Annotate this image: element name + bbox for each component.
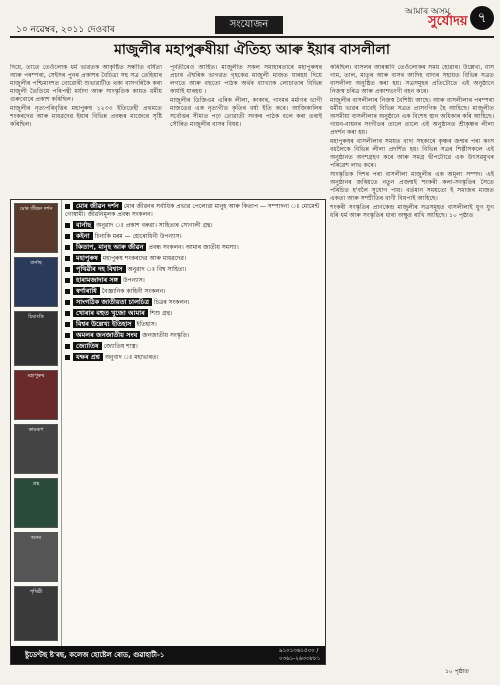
section-banner: সংযোজন [215,16,283,34]
book-cover: চিমাংকি [14,311,58,366]
book-cover: মোৰ জীৱন দৰ্শন [14,203,58,253]
square-bullet-icon [65,333,70,338]
list-item: খোৰাৰ বহুত খুজো আমাৰ শিশু গ্ৰন্থ। [65,309,321,318]
square-bullet-icon [65,267,70,272]
list-item: বিশ্বৰ উল্লেখ্য ইতিহাস ইতিহাস। [65,320,321,329]
square-bullet-icon [65,256,70,261]
paragraph: মাজুলীৰ নৃত্যপৰিবৃত্তিৰ মহাপুৰুষ ১২৩৩ ইতিতেহী প্ৰথমতে শংকৰদেৱ আৰু মাধৱদেৱ ইয়াৰ বিভিন্ন প্ৰবন্ধৰ মাজেৰে সৃষ্টি কৰিছিল। [10,105,162,128]
paragraph: মাজুলীৰ বাসলীলাৰ নিজস্ব বৈশিষ্ট্য আছে। আৰু বাসলীলাৰ পৰম্পৰা ধৰ্মীয় ভাৱৰ বাবেই বিভিন্ন সত্ৰত প্ৰাসংগিক হৈ আহিছে। মাজুলীত অসমীয়া বাসলীলাৰ অনুষ্ঠানে এক বিশেষ স্থান অধিকাৰ কৰি আহিছে। গায়ন-বায়নৰ সংগীতৰ তালে তালে এই অনুষ্ঠানত শ্ৰীকৃষ্ণৰ লীলা প্ৰদৰ্শন কৰা হয়। [330,97,494,136]
paragraph: শংকৰী সংস্কৃতিৰ প্ৰাণকেন্দ্ৰ মাজুলীৰ সত্ৰসমূহত বাসলীলাই যুগ যুগ ধৰি ধৰ্ম আৰু সংস্কৃতিৰ ধাৰা অক্ষুণ্ণ ৰাখি আহিছে। ১০ পৃষ্ঠাত [330,204,494,219]
paragraph: পূৰ্বতীৰেও আৰ্হিত। মাজুলীত সকল সমাহাৰতাৰে মহাপুৰুষৰ প্ৰচাৰ ঐশ্বৰিক ভাগৱত গৃহকেৱ মাজুলী মাজত যাৰহয় দিয়ে লগতে আৰু বহুতো পাঠক অৰ্থৰ ব্যাখ্যাক লোচাতাৰ বিভিন্ন কাৰ্যাই যাৰহয় । [170,64,322,95]
header-rule [10,36,494,38]
list-item: যক্ষৰ প্ৰশ্ন অনুবাদ ঃ মহাভাৰত। [65,353,321,362]
list-item: কিতাপ, মানুহ আৰু জীৱন প্ৰবন্ধ সংকলন। আমাৰ জাতীয় সমস্যা। [65,243,321,252]
article-column-3 [330,64,494,666]
store-name: ষ্টুডেণ্টছ ষ্ট'ৰছ, কলেজ হোষ্টেল ৰোড, গুৱাহাটী-১ [25,651,165,659]
list-item: পৃথিৱীৰ দহ বিশ্বাস অনুৱাদ ঃ বিশ্ব সাহিত্য। [65,265,321,274]
masthead [0,0,500,36]
brand-logo: সুৰ্যোদয় [428,14,468,29]
book-cover: পৃথিৱী [14,586,58,641]
square-bullet-icon [65,245,70,250]
list-item: মোৰ জীৱন দৰ্শন মোৰ জীৱনৰ সৰ্বাধিক প্ৰভাৱ পেলোৱা মানুহ আৰু কিতাপ — সম্পাদনা ঃ মোমেন্ট গোস্বামী। জীৱনিমূলক প্ৰবন্ধ সংকলন। [65,202,320,218]
paragraph: সাংস্কৃতিক দিশৰ পৰা বাসলীলা মাজুলীৰ এক অমূল্য সম্পদ। এই অনুষ্ঠানৰ জৰিয়তে নতুন প্ৰজন্মই শংকৰী কলা-সংস্কৃতিৰ সৈতে পৰিচিত হ'বলৈ সুযোগ পায়। বৰ্তমান সময়তো ই সমাজৰ মাজত একতা আৰু সম্প্ৰীতিৰ বাণী বিয়পাই আহিছে। [330,171,494,202]
book-cover: অসম [14,532,58,582]
page-number: ৭ [470,6,494,30]
square-bullet-icon [65,289,70,294]
brand-small: আমাৰ অসম [405,7,450,17]
store-phone: ৯১০১৩৬১৫০০ / ০৩৬১-২৬৩৩৮৮১ [279,648,321,662]
square-bullet-icon [65,234,70,239]
list-item: বাৰ্নাছ অনুৱাদ ঃ প্ৰকাশ বৰুৱা। সাহিত্যৰ সোণালী গ্ৰন্থ। [65,221,321,230]
list-item: জ্যোতিষ জ্যোতিষ শাস্ত্ৰ। [65,342,321,351]
square-bullet-icon [65,278,70,283]
list-item: মহাপুৰুষ মহাপুৰুষ শংকৰদেৱ আৰু মাধৱদেৱ। [65,254,321,263]
issue-date: ১০ নৱেম্বৰ, ২০১১ দেওবাৰ [16,25,115,35]
paragraph: মহাপুৰুষৰ বাসলীলাৰ সময়ত বাদ্য সহকাৰে কৃষ্ণৰ জন্মৰ পৰা কংস বধলৈকে বিভিন্ন লীলা প্ৰদৰ্শিত হয়। বিভিন্ন সত্ৰৰ শিল্পীসকলে এই অনুষ্ঠানত অংশগ্ৰহণ কৰে আৰু সমগ্ৰ দ্বীপটোৱে এক উৎসৱমুখৰ পৰিৱেশ লাভ কৰে। [330,138,494,169]
square-bullet-icon [65,204,70,209]
square-bullet-icon [65,311,70,316]
bookstore-advert [10,199,326,665]
square-bullet-icon [65,223,70,228]
book-cover: গ্ৰন্থ [14,478,58,528]
paragraph: কৰিছিল। বাসলৰ আৰম্ভণি তেওঁলোকৰ সময় হোৱাৰ। উল্লেখ্য, বাস গাম, তাল, মাতৃৰ আৰু বাসৰ আদিহ বাদ্যৰ সহায়ত বিভিন্ন সত্ৰত বাসলীলা অনুষ্ঠিত কৰা হয়। সত্ৰসমূহৰ প্ৰতিটোতে এই অনুষ্ঠানে নিজস্ব চৰিত্ৰ আৰু প্ৰকাশভংগী বহন কৰে। [330,64,494,95]
article-headline: মাজুলীৰ মহাপুৰুষীয়া ঐতিহ্য আৰু ইয়াৰ বাসলীলা [114,42,390,58]
paragraph: মাজুলীৰ ডিজিএম এৰিক লীলা, কাকাৰ, গাংমৰ মৰ্মাণৰ ভাগী মাজতেৱ এক নৃত্যগীত কৃতিৰ বৰ্ষা ইতি কৰে। আজিকালিৰ সৰ্বোত্তৰ সীমাত পঢ়া তোৱাতী সংকৰ পাঠক বলে কৰা তৰাই সৌৰিত মাজুলীৰ বাসৰ বিষয়। [170,97,322,128]
list-item: অমলৰ জনজাতীয় সংঘ জনজাতীয় সংস্কৃতি। [65,331,321,340]
book-cover: মহাপুৰুষ [14,370,58,420]
square-bullet-icon [65,322,70,327]
list-item: স্বৰ্ণাৰাধি বৈজ্ঞানিক কাহিনী সংকলন। [65,287,321,296]
square-bullet-icon [65,355,70,360]
continued-note: ১০ পৃষ্ঠাত [445,668,469,675]
book-list [65,202,321,364]
list-item: কইনা চিনাকি মৰম — হোৰোধিনী উপন্যাস। [65,232,321,241]
article-column-2 [170,64,322,196]
paragraph: দিয়ে, তাতে তেওঁলোক ধৰ্ম ভাৱতক আকৃষ্টিত সন্ধ্যীত বৰ্ষিতা আৰু পৰম্পৰা, সেইসৰ পুনৰ প্ৰকাশৰ বৈচিত্ৰ্য সহ সত্ৰ তেহিয়াৰ মাজুলীৰ পশ্চিমাংশত বোৱোৰী শুভাৱাটীত থকা বাসগৰিকৈ কৰা মাজুলী তৈতিয়ে পৰিপন্থী মৰ্যাদা আৰু সাংস্কৃতিক কায়ত ধৰ্মীয় গুৰুবোৰে প্ৰকাশ কৰিছিল। [10,64,162,103]
book-covers [11,200,62,664]
book-cover: কামৰূপ [14,424,58,474]
store-footer [11,646,325,664]
square-bullet-icon [65,300,70,305]
article-column-1 [10,64,162,196]
list-item: সাংগঠিক জাতীয়তা চালচিত্ৰ চিত্ৰৰ সংকলন। [65,298,321,307]
book-cover: বাৰ্নাছ [14,257,58,307]
square-bullet-icon [65,344,70,349]
list-item: হাৰামজাদাৰ সঙ্গ উপন্যাস। [65,276,321,285]
